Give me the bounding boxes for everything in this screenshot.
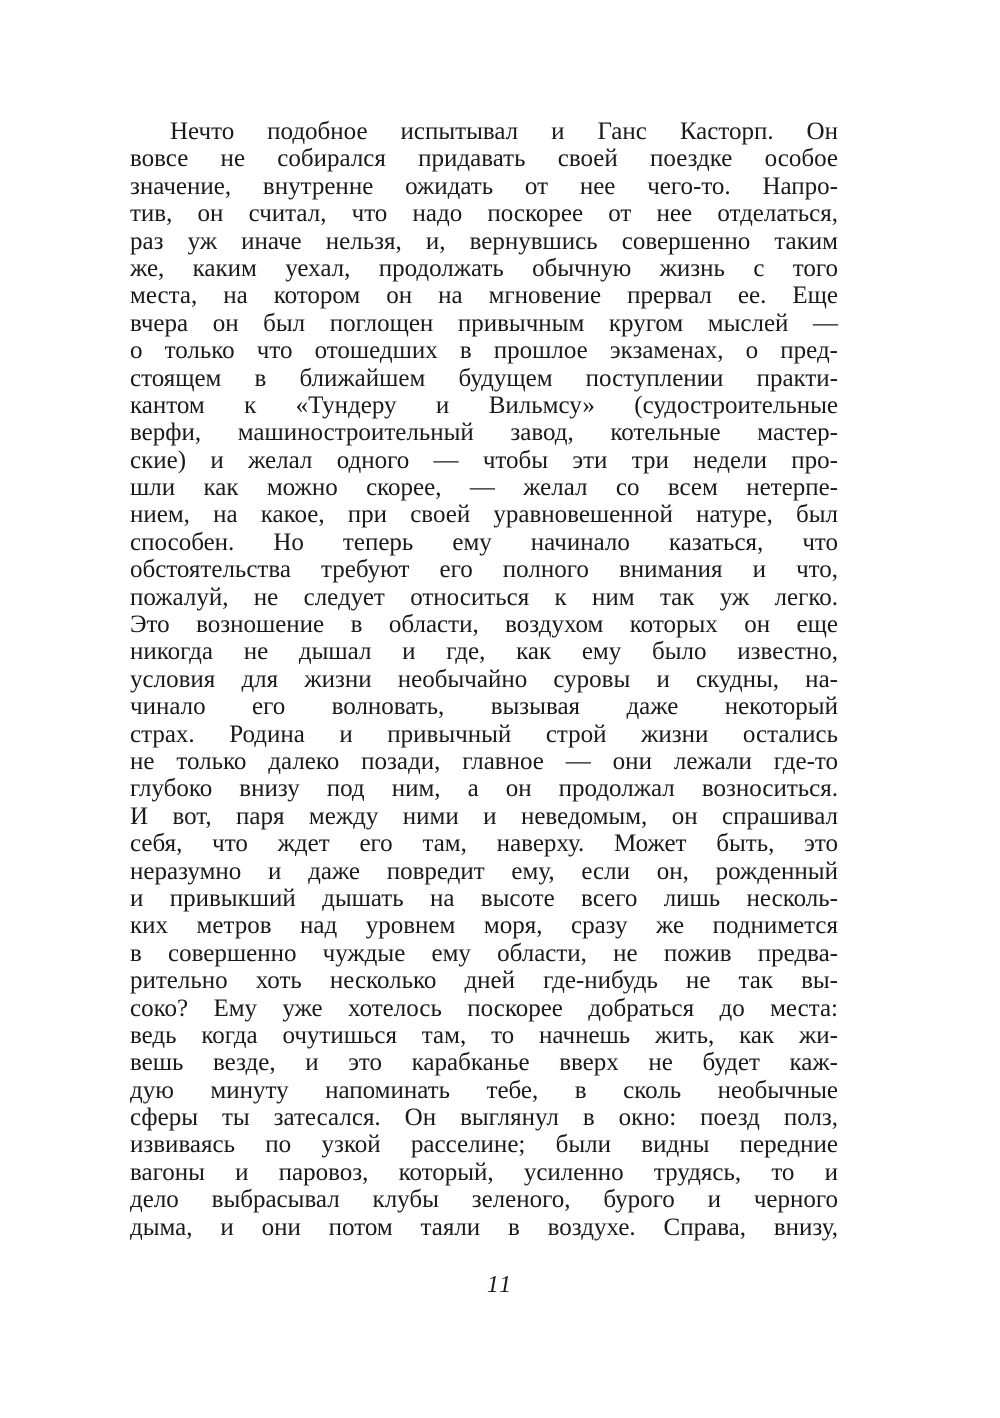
- text-line: стоящем в ближайшем будущем поступлении практи-: [130, 364, 838, 392]
- text-line: Это возношение в области, воздухом которых он еще: [130, 611, 838, 639]
- text-line: И вот, паря между ними и неведомым, он спрашивал: [130, 802, 838, 830]
- text-line: страх. Родина и привычный строй жизни остались: [130, 720, 838, 748]
- text-line: рительно хоть несколько дней где-нибудь не так вы-: [130, 967, 838, 995]
- text-line: кантом к «Тундеру и Вильмсу» (судостроительные: [130, 391, 838, 419]
- text-line: извиваясь по узкой расселине; были видны передние: [130, 1131, 838, 1159]
- text-line: условия для жизни необычайно суровы и скудны, на-: [130, 665, 838, 693]
- text-line: Нечто подобное испытывал и Ганс Касторп. Он: [170, 118, 838, 145]
- text-line: вчера он был поглощен привычным кругом мыслей —: [130, 309, 838, 337]
- text-line: глубоко внизу под ним, а он продолжал возноситься.: [130, 775, 838, 803]
- text-line: вагоны и паровоз, который, усиленно трудясь, то и: [130, 1158, 838, 1186]
- text-line: места, на котором он на мгновение прервал ее. Еще: [130, 282, 838, 310]
- text-line: пожалуй, не следует относиться к ним так уж легко.: [130, 583, 838, 611]
- text-line: вовсе не собирался придавать своей поездке особое: [130, 145, 838, 173]
- paragraph: [130, 118, 838, 1241]
- text-line: дую минуту напоминать тебе, в сколь необычные: [130, 1076, 838, 1104]
- text-line: и привыкший дышать на высоте всего лишь несколь-: [130, 884, 838, 912]
- text-line: сферы ты затесался. Он выглянул в окно: поезд полз,: [130, 1104, 838, 1132]
- text-line: себя, что ждет его там, наверху. Может быть, это: [130, 830, 838, 858]
- text-line: в совершенно чуждые ему области, не пожив предва-: [130, 939, 838, 967]
- text-line: неразумно и даже повредит ему, если он, рожденный: [130, 857, 838, 885]
- text-line: чинало его волновать, вызывая даже некоторый: [130, 693, 838, 721]
- text-line: не только далеко позади, главное — они лежали где-то: [130, 747, 838, 775]
- text-line: ких метров над уровнем моря, сразу же поднимется: [130, 912, 838, 940]
- text-line: тив, он считал, что надо поскорее от нее отделаться,: [130, 200, 838, 228]
- page-number: 11: [486, 1272, 514, 1298]
- text-line: нием, на какое, при своей уравновешенной натуре, был: [130, 501, 838, 529]
- text-line: значение, внутренне ожидать от нее чего-то. Напро-: [130, 172, 838, 200]
- text-line: раз уж иначе нельзя, и, вернувшись совершенно таким: [130, 227, 838, 255]
- text-line: способен. Но теперь ему начинало казаться, что: [130, 528, 838, 556]
- text-line: же, каким уехал, продолжать обычную жизнь с того: [130, 254, 838, 282]
- text-line: ские) и желал одного — чтобы эти три недели про-: [130, 446, 838, 474]
- text-line: о только что отошедших в прошлое экзаменах, о пред-: [130, 337, 838, 365]
- text-line: никогда не дышал и где, как ему было известно,: [130, 638, 838, 666]
- text-line: вешь везде, и это карабканье вверх не будет каж-: [130, 1049, 838, 1077]
- text-line: верфи, машиностроительный завод, котельные мастер-: [130, 419, 838, 447]
- text-line: дело выбрасывал клубы зеленого, бурого и черного: [130, 1186, 838, 1214]
- text-line: ведь когда очутишься там, то начнешь жить, как жи-: [130, 1021, 838, 1049]
- text-line: обстоятельства требуют его полного внимания и что,: [130, 556, 838, 584]
- text-line: дыма, и они потом таяли в воздухе. Справа, внизу,: [130, 1213, 838, 1241]
- text-line: соко? Ему уже хотелось поскорее добраться до места:: [130, 994, 838, 1022]
- text-line: шли как можно скорее, — желал со всем нетерпе-: [130, 474, 838, 502]
